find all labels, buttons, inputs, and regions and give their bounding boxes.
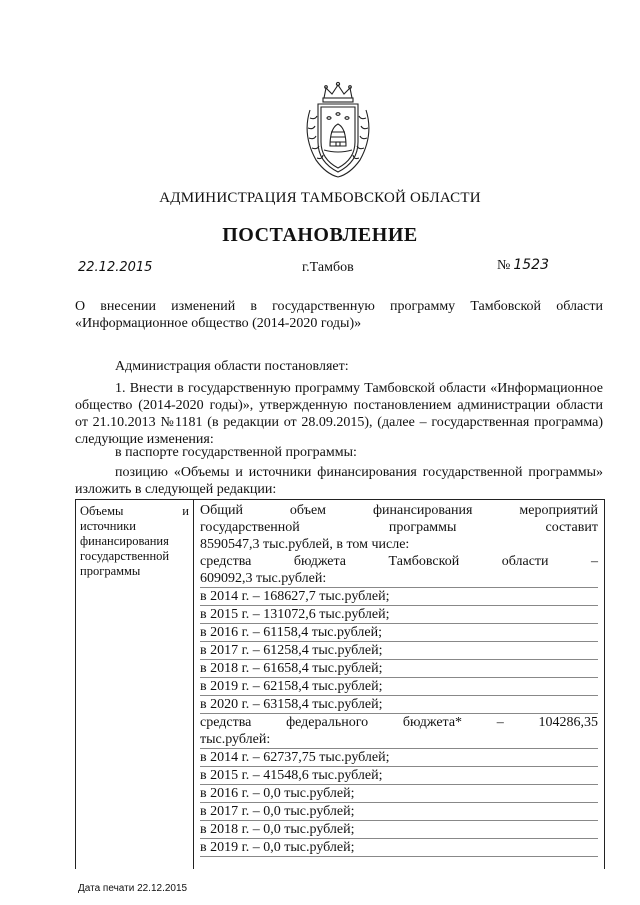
federal-year-line: в 2017 г. – 0,0 тыс.рублей; [200,803,598,821]
regional-year-line: в 2018 г. – 61658,4 тыс.рублей; [200,660,598,678]
number-prefix: № [497,258,511,273]
value-line: средства федерального бюджета* – 104286,35 [200,715,598,730]
value-line: государственной программы составит [200,520,598,535]
document-subject: О внесении изменений в государственную программу Тамбовской области «Информационное общество (2014-2020 годы)» [75,299,603,331]
label-line: финансирования [80,534,169,548]
label-line: программы [80,564,141,578]
federal-year-line: в 2014 г. – 62737,75 тыс.рублей; [200,749,598,767]
regional-year-line: в 2019 г. – 62158,4 тыс.рублей; [200,678,598,696]
organization-name: АДМИНИСТРАЦИЯ ТАМБОВСКОЙ ОБЛАСТИ [159,190,481,206]
document-number [497,257,549,274]
document-type-title: ПОСТАНОВЛЕНИЕ [222,224,418,246]
value-line: 8590547,3 тыс.рублей, в том числе: [200,537,410,552]
table-value-cell [194,500,604,857]
document-date: 22.12.2015 [78,260,153,275]
paragraph-position: позицию «Объемы и источники финансирования государственной программы» изложить в следующей редакции: [75,465,603,497]
financing-table [75,499,605,869]
value-line: тыс.рублей: [200,731,598,749]
regional-year-line: в 2014 г. – 168627,7 тыс.рублей; [200,588,598,606]
value-line: средства бюджета Тамбовской области – [200,554,598,569]
federal-year-line: в 2018 г. – 0,0 тыс.рублей; [200,821,598,839]
paragraph-item-1: 1. Внести в государственную программу Тамбовской области «Информационное общество (2014-2020 годы)», утвержденную постановлением администрации области от 21.10.2013 №1181 (в редакции от 28.09.2015), (далее – государственная программа) следующие изменения: [75,381,603,447]
federal-year-line: в 2015 г. – 41548,6 тыс.рублей; [200,767,598,785]
paragraph-passport: в паспорте государственной программы: [115,445,357,460]
number-value: 1523 [513,257,549,273]
label-line: Объемы и [80,504,189,518]
regional-year-line: в 2015 г. – 131072,6 тыс.рублей; [200,606,598,624]
value-line: 609092,3 тыс.рублей: [200,570,598,588]
label-line: государственной [80,549,170,563]
print-date-footer: Дата печати 22.12.2015 [78,883,188,894]
regional-year-line: в 2020 г. – 63158,4 тыс.рублей; [200,696,598,714]
value-line: Общий объем финансирования мероприятий [200,503,598,518]
document-city: г.Тамбов [302,260,354,275]
regional-year-line: в 2016 г. – 61158,4 тыс.рублей; [200,624,598,642]
table-label-cell [76,500,194,869]
regional-year-line: в 2017 г. – 61258,4 тыс.рублей; [200,642,598,660]
federal-year-line: в 2019 г. – 0,0 тыс.рублей; [200,839,598,857]
coat-of-arms-emblem [296,80,380,180]
paragraph-resolves: Администрация области постановляет: [115,359,349,374]
label-line: источники [80,519,136,533]
federal-year-line: в 2016 г. – 0,0 тыс.рублей; [200,785,598,803]
